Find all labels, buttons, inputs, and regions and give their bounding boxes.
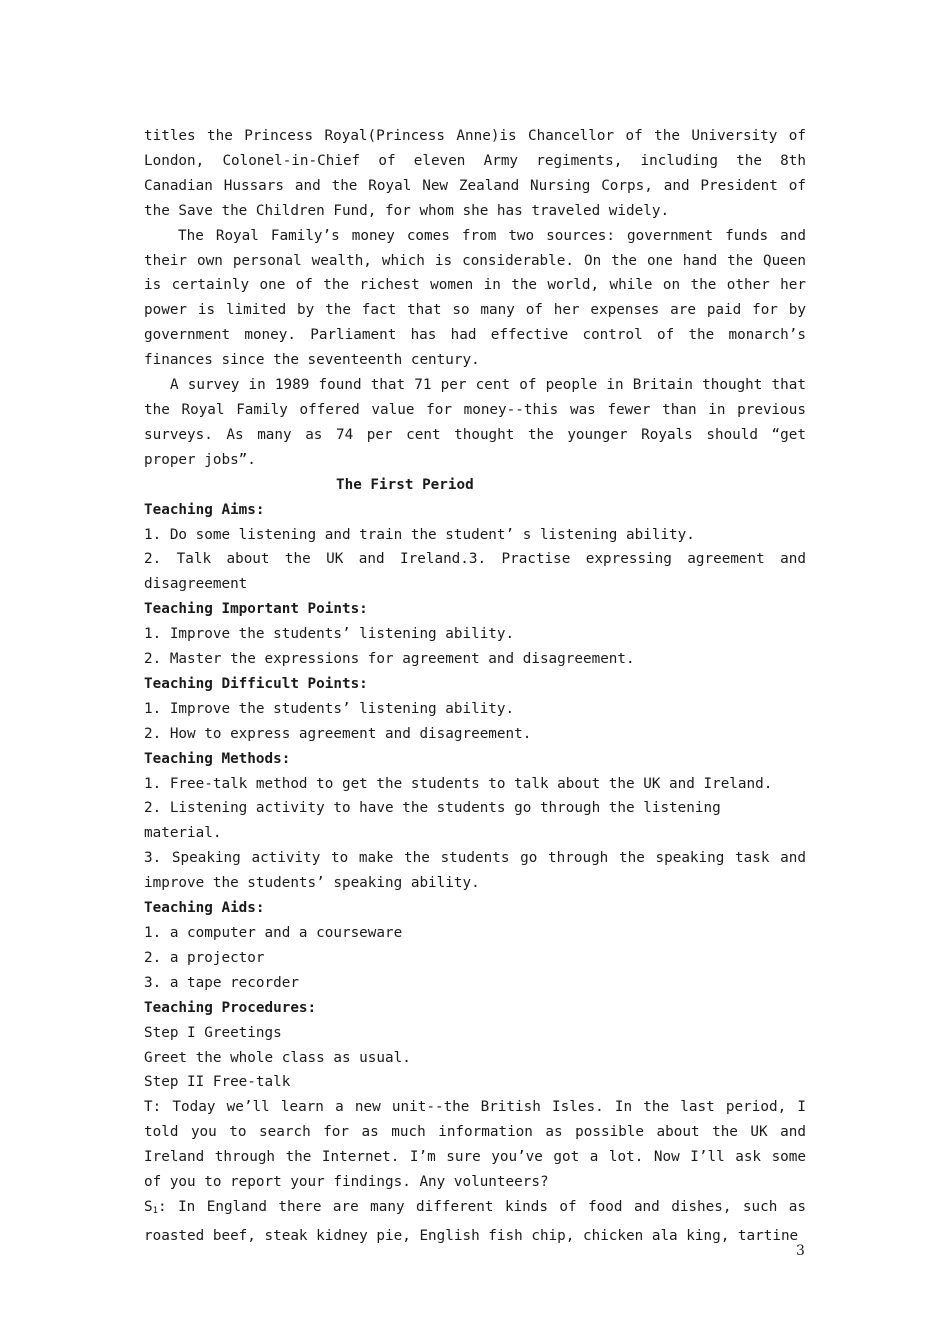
intro-paragraph-1: titles the Princess Royal(Princess Anne)is Chancellor of the University of London, Colonel-in-Chief of eleven Army regiments, including the 8th Canadian Hussars and the Royal New Zealand Nursing Corps, and President of the Save the Children Fund, for whom she has traveled widely. [144, 128, 806, 219]
procedures-heading: Teaching Procedures: [144, 999, 317, 1016]
document-page [144, 124, 806, 1249]
aims-item: 2. Talk about the UK and Ireland.3. Practise expressing agreement and disagreement [144, 551, 806, 593]
student-text: : In England there are many different kinds of food and dishes, such as roasted beef, steak kidney pie, English fish chip, chicken ala king, tartine [144, 1198, 806, 1244]
aims-item: 1. Do some listening and train the student’ s listening ability. [144, 526, 695, 543]
page-number: 3 [796, 1243, 805, 1259]
period-title: The First Period [336, 476, 474, 493]
speaker-subscript: 1 [152, 1205, 159, 1216]
methods-item: 3. Speaking activity to make the students go through the speaking task and improve the students’ speaking ability. [144, 850, 806, 892]
procedure-step: Step I Greetings [144, 1024, 282, 1041]
methods-heading: Teaching Methods: [144, 750, 291, 767]
methods-item: 1. Free-talk method to get the students to talk about the UK and Ireland. [144, 775, 773, 792]
aims-heading: Teaching Aims: [144, 501, 265, 518]
procedure-step: Step II Free-talk [144, 1074, 291, 1091]
intro-paragraph-2: The Royal Family’s money comes from two sources: government funds and their own personal wealth, which is considerable. On the one hand the Queen is certainly one of the richest women in the world, while on the other her power is limited by the fact that so many of her expenses are paid for by government money. Parliament has had effective control of the monarch’s finances since the seventeenth century. [144, 227, 806, 369]
difficult-points-item: 2. How to express agreement and disagreement. [144, 725, 532, 742]
difficult-points-heading: Teaching Difficult Points: [144, 675, 368, 692]
important-points-item: 1. Improve the students’ listening ability. [144, 626, 515, 643]
aids-item: 2. a projector [144, 949, 265, 966]
aids-heading: Teaching Aids: [144, 900, 265, 917]
speaker-label: S [144, 1198, 153, 1215]
procedure-text: Greet the whole class as usual. [144, 1049, 411, 1066]
difficult-points-item: 1. Improve the students’ listening ability. [144, 700, 515, 717]
important-points-item: 2. Master the expressions for agreement and disagreement. [144, 651, 635, 668]
methods-item: 2. Listening activity to have the students go through the listening material. [144, 800, 721, 842]
student-dialogue [144, 1195, 806, 1249]
important-points-heading: Teaching Important Points: [144, 601, 368, 618]
aids-item: 1. a computer and a courseware [144, 925, 403, 941]
teacher-dialogue: T: Today we’ll learn a new unit--the British Isles. In the last period, I told you to search for as much information as possible about the UK and Ireland through the Internet. I’m sure you’ve got a lot. Now I’ll ask some of you to report your findings. Any volunteers? [144, 1099, 806, 1191]
aids-item: 3. a tape recorder [144, 974, 299, 991]
intro-paragraph-3: A survey in 1989 found that 71 per cent of people in Britain thought that the Royal Family offered value for money--this was fewer than in previous surveys. As many as 74 per cent thought the younger Royals should “get proper jobs”. [144, 377, 806, 468]
